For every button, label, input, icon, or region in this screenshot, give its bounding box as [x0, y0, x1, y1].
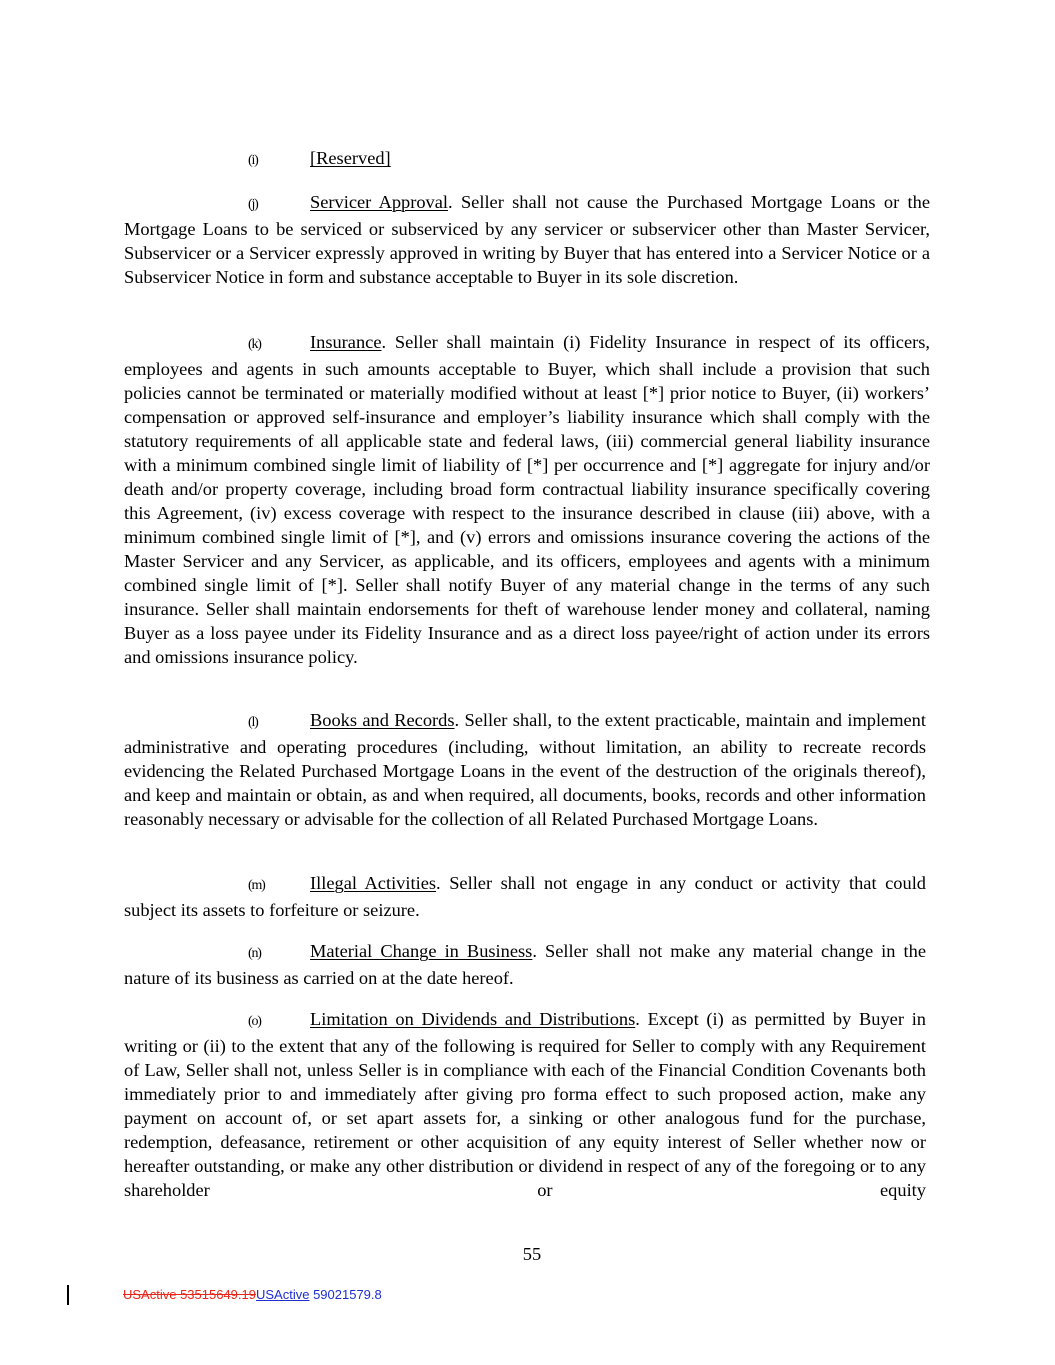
footer-deleted-id: USActive 53515649.19 [123, 1287, 256, 1302]
section-n [124, 939, 926, 990]
section-m [124, 871, 926, 922]
page-number: 55 [522, 1244, 542, 1264]
change-bar [67, 1285, 69, 1305]
section-title: Insurance [310, 332, 382, 352]
section-title: Material Change in Business [310, 941, 533, 961]
section-label: (n) [248, 946, 261, 961]
section-i [124, 146, 391, 173]
section-label: (l) [248, 715, 258, 730]
section-title: Illegal Activities [310, 873, 437, 893]
footer-doc-id [123, 1287, 382, 1303]
section-j [124, 190, 930, 289]
section-label: (o) [248, 1014, 261, 1029]
section-l [124, 708, 926, 831]
section-k [124, 330, 930, 669]
section-title: [Reserved] [310, 148, 391, 168]
section-body: . Seller shall not make any material change in the nature of its business as carried on at the date hereof. [124, 941, 927, 988]
section-title: Servicer Approval [310, 192, 449, 212]
section-body: . Seller shall not cause the Purchased Mortgage Loans or the Mortgage Loans to be serviced or subserviced by any servicer or subservicer other than Master Servicer, Subservicer or a Servicer expressly approved in writing by Buyer that has entered into a Servicer Notice or a Subservicer Notice in form and substance acceptable to Buyer in its sole discretion. [124, 192, 930, 287]
section-label: (k) [248, 337, 261, 352]
section-o [124, 1007, 926, 1202]
footer-inserted-id: USActive [255, 1287, 310, 1302]
section-title: Limitation on Dividends and Distributions [310, 1009, 636, 1029]
section-label: (j) [248, 197, 258, 212]
section-body: . Seller shall maintain (i) Fidelity Insurance in respect of its officers, employees and agents in such amounts acceptable to Buyer, which shall include a provision that such policies cannot be terminated or materially modified without at least [*] prior notice to Buyer, (ii) workers’ compensation or approved self-insurance and employer’s liability insurance which shall comply with the statutory requirements of all applicable state and federal laws, (iii) commercial general liability insurance with a minimum combined single limit of liability of [*] per occurrence and [*] aggregate for injury and/or death and/or property coverage, including broad form contractual liability insurance specifically covering this Agreement, (iv) excess coverage with respect to the insurance described in clause (iii) above, with a minimum combined single limit of [*], and (v) errors and omissions insurance covering the actions of the Master Servicer and any Servicer, as applicable, and its officers, employees and agents with a minimum combined single limit of [*]. Seller shall notify Buyer of any material change in the terms of any such insurance. Seller shall maintain endorsements for theft of warehouse lender money and collateral, naming Buyer as a loss payee under its Fidelity Insurance and as a direct loss payee/right of action under its errors and omissions insurance policy. [124, 332, 930, 667]
section-body: . Seller shall not engage in any conduct or activity that could subject its assets to forfeiture or seizure. [124, 873, 927, 920]
section-label: (i) [248, 153, 258, 168]
section-body: . Except (i) as permitted by Buyer in writing or (ii) to the extent that any of the following is required for Seller to comply with any Requirement of Law, Seller shall not, unless Seller is in compliance with each of the Financial Condition Covenants both immediately prior to and immediately after giving pro forma effect to such proposed action, make any payment on account of, or set apart assets for, a sinking or other analogous fund for the purchase, redemption, defeasance, retirement or other acquisition of any equity interest of Seller whether now or hereafter outstanding, or make any other distribution or dividend in respect of any of the foregoing or to any shareholder or equity [124, 1009, 927, 1200]
section-title: Books and Records [310, 710, 455, 730]
section-body: . Seller shall, to the extent practicable, maintain and implement administrative and operating procedures (including, without limitation, an ability to recreate records evidencing the Related Purchased Mortgage Loans in the event of the destruction of the originals thereof), and keep and maintain or obtain, as and when required, all documents, books, records and other information reasonably necessary or advisable for the collection of all Related Purchased Mortgage Loans. [124, 710, 926, 829]
section-label: (m) [248, 878, 265, 893]
footer-doc-number: 59021579.8 [309, 1287, 382, 1302]
